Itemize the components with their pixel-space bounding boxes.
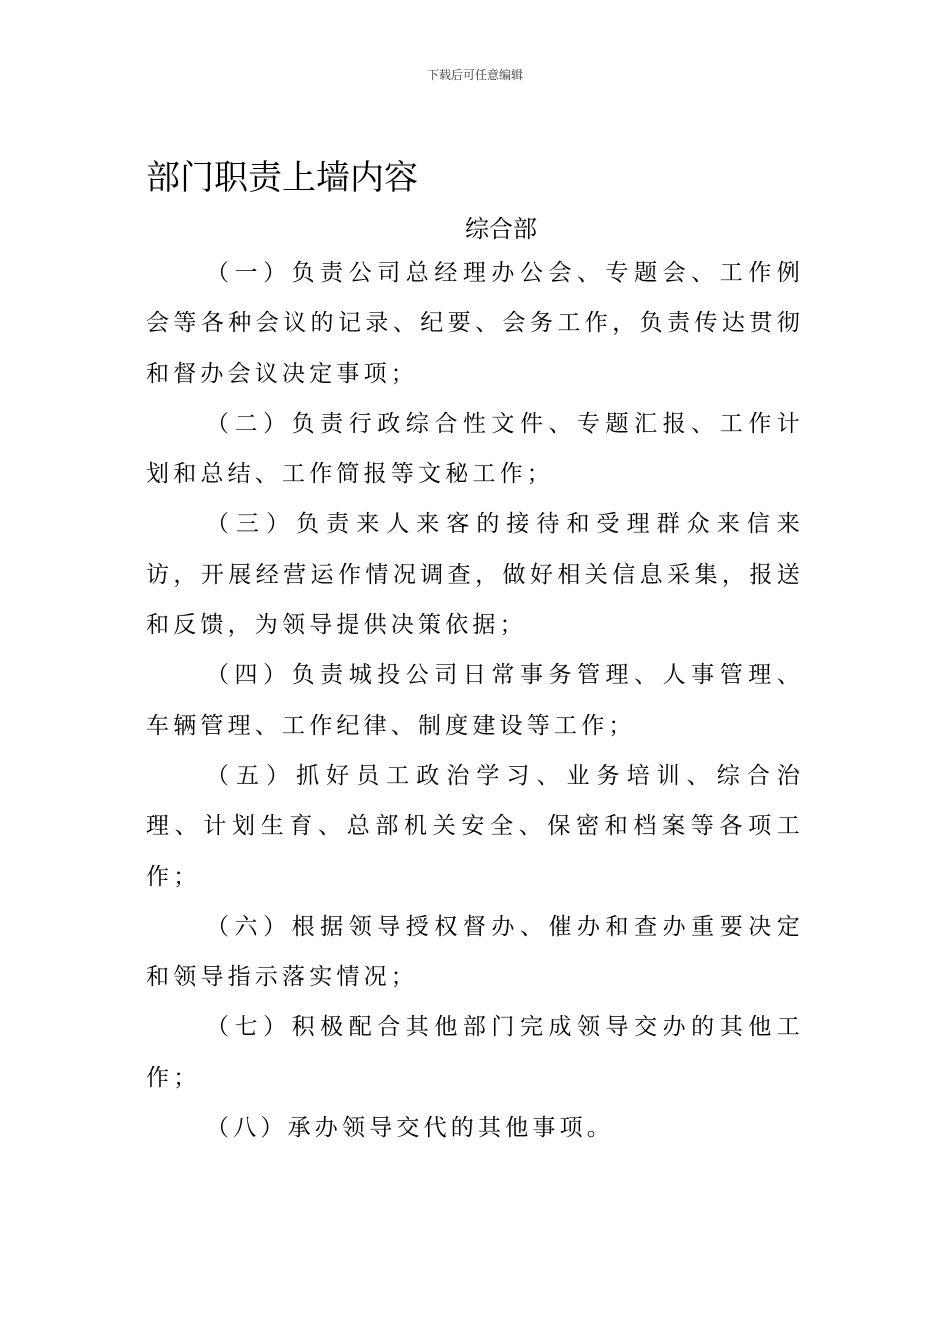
duty-paragraph-2: （二）负责行政综合性文件、专题汇报、工作计划和总结、工作简报等文秘工作； (146, 410, 804, 488)
duty-paragraph-5: （五）抓好员工政治学习、业务培训、综合治理、计划生育、总部机关安全、保密和档案等各项工作； (146, 762, 804, 890)
section-title: 综合部 (465, 215, 537, 243)
duty-paragraph-4: （四）负责城投公司日常事务管理、人事管理、车辆管理、工作纪律、制度建设等工作； (146, 662, 804, 739)
duty-paragraph-7: （七）积极配合其他部门完成领导交办的其他工作； (146, 1014, 804, 1091)
duty-paragraph-3: （三）负责来人来客的接待和受理群众来信来访，开展经营运作情况调查，做好相关信息采集，报送和反馈，为领导提供决策依据； (146, 511, 804, 639)
document-title: 部门职责上墙内容 (146, 158, 418, 198)
header-note: 下载后可任意编辑 (426, 68, 523, 82)
duty-paragraph-6: （六）根据领导授权督办、催办和查办重要决定和领导指示落实情况； (146, 913, 804, 991)
duty-paragraph-8: （八）承办领导交代的其他事项。 (206, 1115, 614, 1142)
duty-paragraph-1: （一）负责公司总经理办公会、专题会、工作例会等各种会议的记录、纪要、会务工作，负责传达贯彻和督办会议决定事项； (146, 260, 804, 387)
duties-list (146, 248, 804, 1153)
